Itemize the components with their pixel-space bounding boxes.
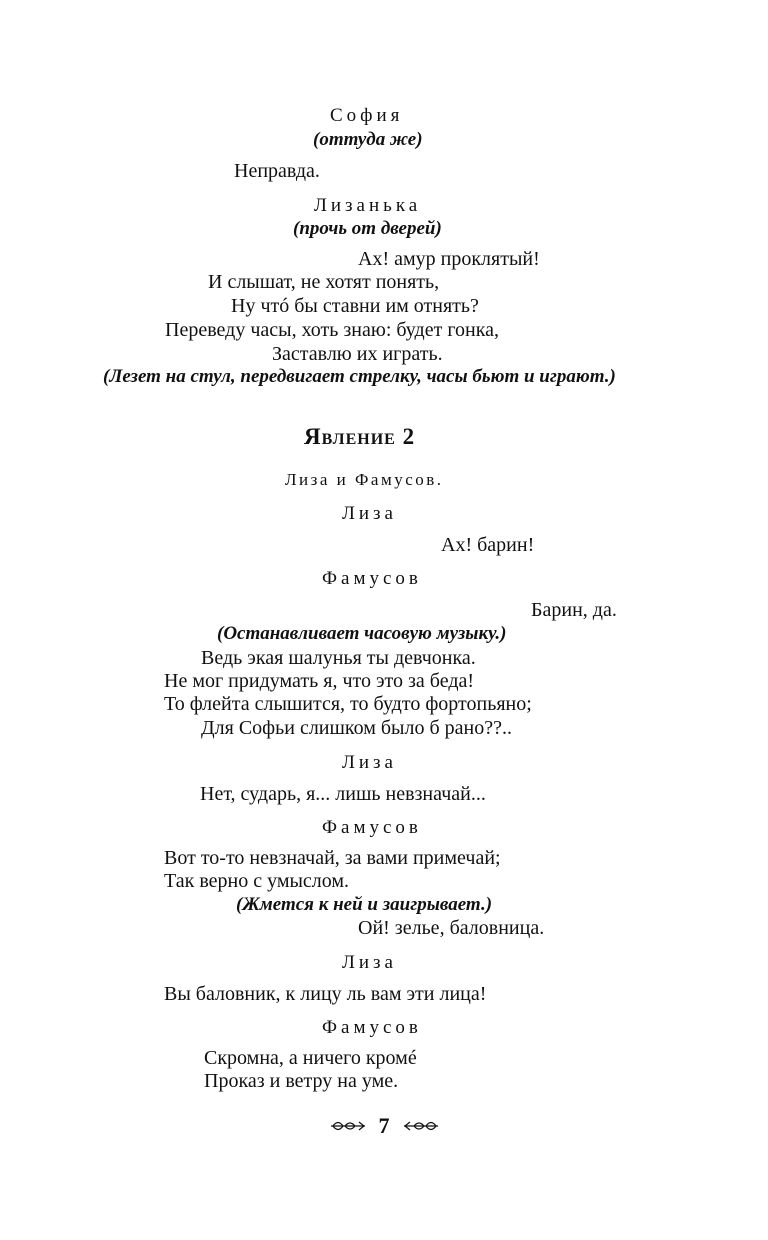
verse-line: Для Софьи слишком было б рано??.. xyxy=(201,717,512,739)
stage-direction: (Жмется к ней и заигрывает.) xyxy=(236,894,493,915)
verse-line: Ну чтó бы ставни им отнять? xyxy=(231,295,479,317)
verse-line: Так верно с умыслом. xyxy=(164,870,350,892)
page-number: 7 xyxy=(378,1113,390,1138)
verse-line: То флейта слышится, то будто фортопьяно; xyxy=(164,693,532,715)
speaker-famusov: Фамусов xyxy=(322,817,422,838)
stage-direction: (прочь от дверей) xyxy=(293,218,442,239)
cast-list: Лиза и Фамусов. xyxy=(285,470,444,489)
verse-line: Проказ и ветру на уме. xyxy=(204,1070,399,1092)
verse-line: Вы баловник, к лицу ль вам эти лица! xyxy=(164,983,487,1005)
verse-line: И слышат, не хотят понять, xyxy=(208,271,440,293)
stage-direction: (Останавливает часовую музыку.) xyxy=(217,623,507,644)
verse-line: Заставлю их играть. xyxy=(272,343,443,365)
stage-direction: (Лезет на стул, передвигает стрелку, часы бьют и играют.) xyxy=(103,366,616,387)
verse-line: Вот то-то невзначай, за вами примечай; xyxy=(164,847,501,869)
speaker-lizanka: Лизанька xyxy=(314,195,422,216)
verse-line: Барин, да. xyxy=(531,599,617,621)
speaker-famusov: Фамусов xyxy=(322,1017,422,1038)
speaker-liza: Лиза xyxy=(342,752,397,773)
verse-line: Переведу часы, хоть знаю: будет гонка, xyxy=(165,319,500,341)
speaker-sofia: София xyxy=(330,105,404,126)
speaker-famusov: Фамусов xyxy=(322,568,422,589)
left-ornament-icon xyxy=(329,1117,367,1135)
scene-heading: Явление 2 xyxy=(304,424,416,449)
verse-line: Ведь экая шалунья ты девчонка. xyxy=(201,647,476,669)
verse-line: Не мог придумать я, что это за беда! xyxy=(164,670,475,692)
verse-line: Ой! зелье, баловница. xyxy=(358,917,545,939)
speaker-liza: Лиза xyxy=(342,952,397,973)
verse-line: Скромна, а ничего кромé xyxy=(204,1047,417,1069)
stage-direction: (оттуда же) xyxy=(313,129,423,150)
verse-line: Ах! барин! xyxy=(441,534,535,556)
verse-line: Нет, сударь, я... лишь невзначай... xyxy=(200,783,486,805)
page-footer xyxy=(0,1113,768,1139)
right-ornament-icon xyxy=(402,1117,440,1135)
verse-line: Ах! амур проклятый! xyxy=(358,248,540,270)
verse-line: Неправда. xyxy=(234,160,320,182)
speaker-liza: Лиза xyxy=(342,503,397,524)
